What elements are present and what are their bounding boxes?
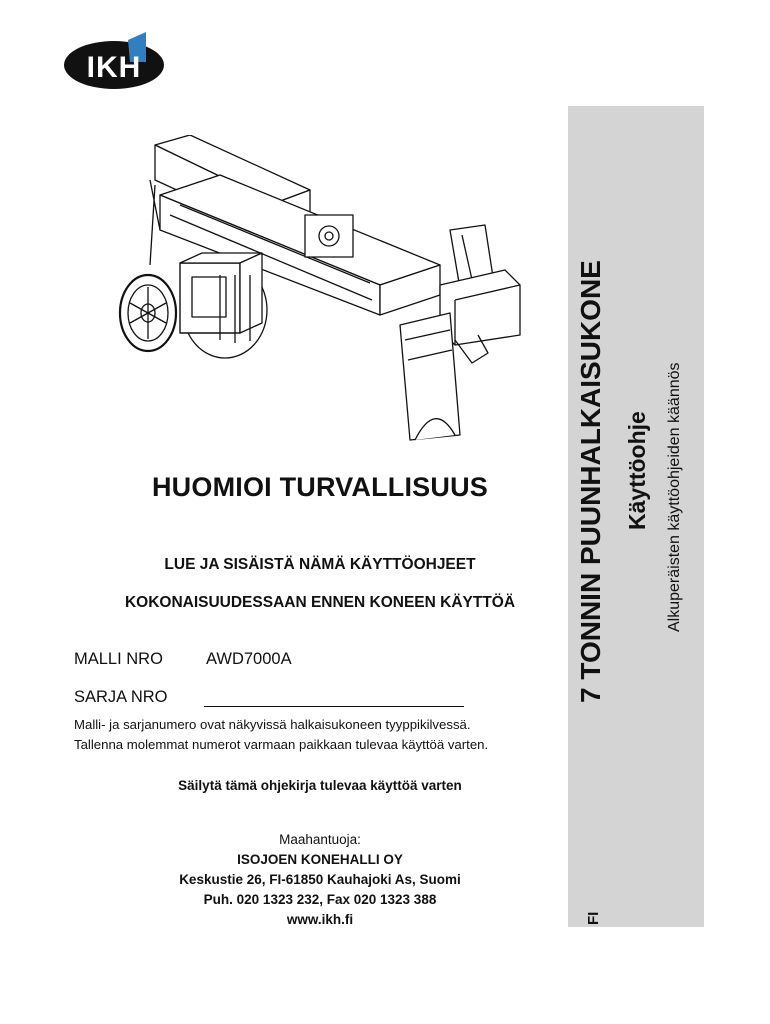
log-splitter-illustration-icon xyxy=(110,135,530,455)
instruction-heading-line2: KOKONAISUUDESSAAN ENNEN KONEEN KÄYTTÖÄ xyxy=(124,594,516,611)
ikh-logo-icon xyxy=(62,32,168,92)
instruction-heading-line1: LUE JA SISÄISTÄ NÄMÄ KÄYTTÖOHJEET xyxy=(164,556,476,573)
importer-name: ISOJOEN KONEHALLI OY xyxy=(237,852,403,867)
keep-manual-notice: Säilytä tämä ohjekirja tulevaa käyttöä varten xyxy=(178,778,462,793)
nameplate-note-line2: Tallenna molemmat numerot varmaan paikkaan tulevaa käyttöä varten. xyxy=(74,737,489,752)
log-splitter-illustration xyxy=(110,135,530,455)
logo-text: IKH xyxy=(86,51,142,84)
ikh-logo xyxy=(62,32,168,92)
importer-phone: Puh. 020 1323 232, Fax 020 1323 388 xyxy=(203,892,437,907)
importer-address: Keskustie 26, FI-61850 Kauhajoki As, Suomi xyxy=(179,872,461,887)
sidebar-manual-label: Käyttöohje xyxy=(624,411,650,530)
language-code: FI xyxy=(585,911,602,925)
model-number-label: MALLI NRO xyxy=(74,650,163,668)
serial-number-label: SARJA NRO xyxy=(74,688,168,706)
sidebar-translation-note: Alkuperäisten käyttöohjeiden käännös xyxy=(666,362,683,632)
model-number-value: AWD7000A xyxy=(206,650,292,668)
nameplate-note-line1: Malli- ja sarjanumero ovat näkyvissä halkaisukoneen tyyppikilvessä. xyxy=(74,717,471,732)
importer-website: www.ikh.fi xyxy=(286,912,354,927)
serial-number-field[interactable] xyxy=(204,706,464,707)
page-title: HUOMIOI TURVALLISUUS xyxy=(151,472,488,502)
sidebar-product-title: 7 TONNIN PUUNHALKAISUKONE xyxy=(575,260,606,703)
importer-label: Maahantuoja: xyxy=(279,832,361,847)
